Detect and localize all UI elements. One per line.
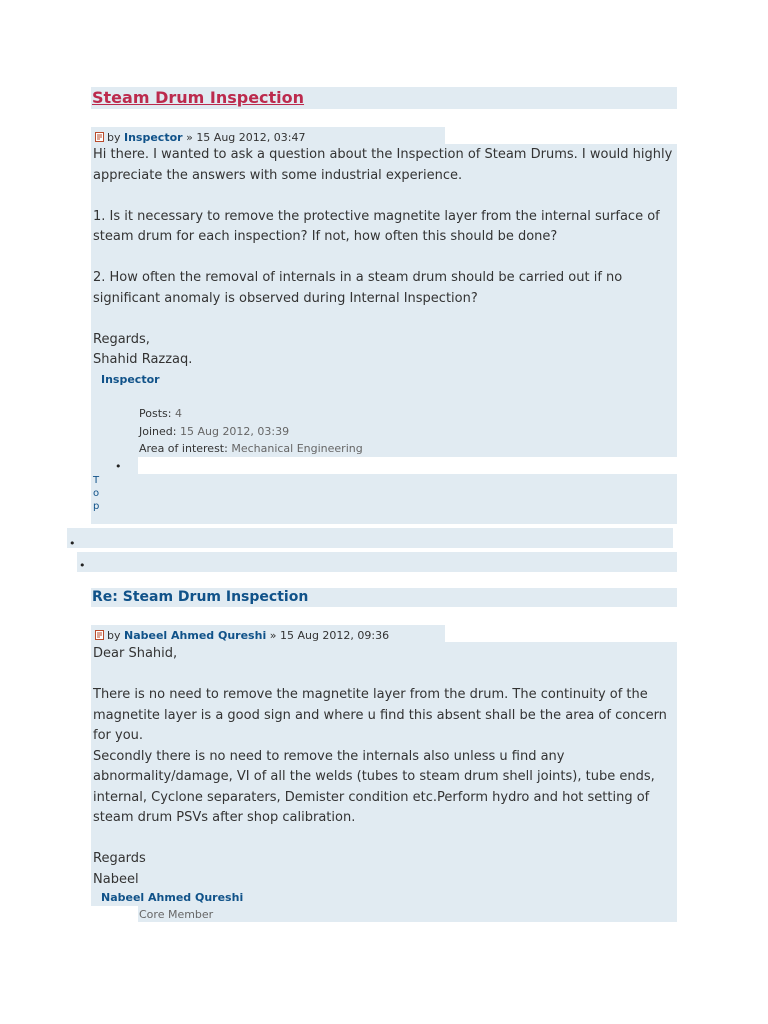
profile-posts [139,405,363,423]
post1-author-link[interactable]: Inspector [124,131,183,144]
separator-bullet: • [69,537,76,550]
post2-by-label: by [107,629,121,642]
top-link-letter: p [93,501,100,512]
post2-content [93,644,673,890]
separator-bullet: • [79,559,86,572]
interest-label: Area of interest: [139,442,228,455]
post2-author-link[interactable]: Nabeel Ahmed Qureshi [124,629,267,642]
post2-signature: Regards Nabeel [93,851,146,887]
separator-bar [67,528,673,548]
post2-profile-name[interactable]: Nabeel Ahmed Qureshi [101,891,244,904]
post1-date: 15 Aug 2012, 03:47 [196,131,306,144]
post2-profile-rank [139,906,213,924]
post2-title-link[interactable]: Re: Steam Drum Inspection [92,589,309,605]
post1-profile-name[interactable]: Inspector [101,373,160,386]
post2-paragraph: There is no need to remove the magnetite layer from the drum. The continuity of the magnetite layer is a good sign and where u find this absent shall be the area of concern for you. Secondly there is no need to remove the internals also unless u find any abnormality/damage, VI of all the welds (tubes to steam drum shell joints), tube ends, internal, Cyclone separaters, Demister condition etc.Perform hydro and hot setting of steam drum PSVs after shop calibration. [93,687,667,825]
joined-label: Joined: [139,424,177,438]
post-icon[interactable] [95,132,104,142]
post1-signature: Regards, Shahid Razzaq. [93,331,193,367]
post1-paragraph: 1. Is it necessary to remove the protective magnetite layer from the internal surface of steam drum for each inspection? If not, how often this should be done? [93,208,660,244]
post-icon[interactable] [95,630,104,640]
post1-meta [95,130,305,145]
separator-bar [77,552,677,572]
rank-title: Core Member [139,908,214,921]
post1-paragraph: 2. How often the removal of internals in a steam drum should be carried out if no significant anomaly is observed during Internal Inspection? [93,270,623,306]
post2-separator: » [269,629,277,642]
joined-value: 15 Aug 2012, 03:39 [179,424,290,438]
post2-paragraph: Dear Shahid, [93,646,178,661]
posts-label: Posts: [139,407,172,420]
profile-joined [139,423,363,441]
post2-date: 15 Aug 2012, 09:36 [279,629,390,642]
post1-footer-panel [91,474,677,524]
post1-title-link[interactable]: Steam Drum Inspection [92,88,305,107]
post1-content [93,145,673,371]
top-link-letter: o [93,488,100,499]
interest-value: Mechanical Engineering [231,442,363,455]
post1-paragraph: Hi there. I wanted to ask a question about the Inspection of Steam Drums. I would highly appreciate the answers with some industrial experience. [93,147,673,183]
post1-profile-details [139,405,363,458]
post2-meta [95,628,389,643]
profile-contact-bullet: • [115,460,122,473]
profile-interest [139,440,363,458]
post2-rank-panel [138,906,677,922]
post1-by-label: by [107,131,121,144]
post1-separator: » [186,131,193,144]
posts-value[interactable]: 4 [174,407,182,420]
back-to-top-link[interactable] [93,474,101,513]
top-link-letter: T [93,475,100,486]
